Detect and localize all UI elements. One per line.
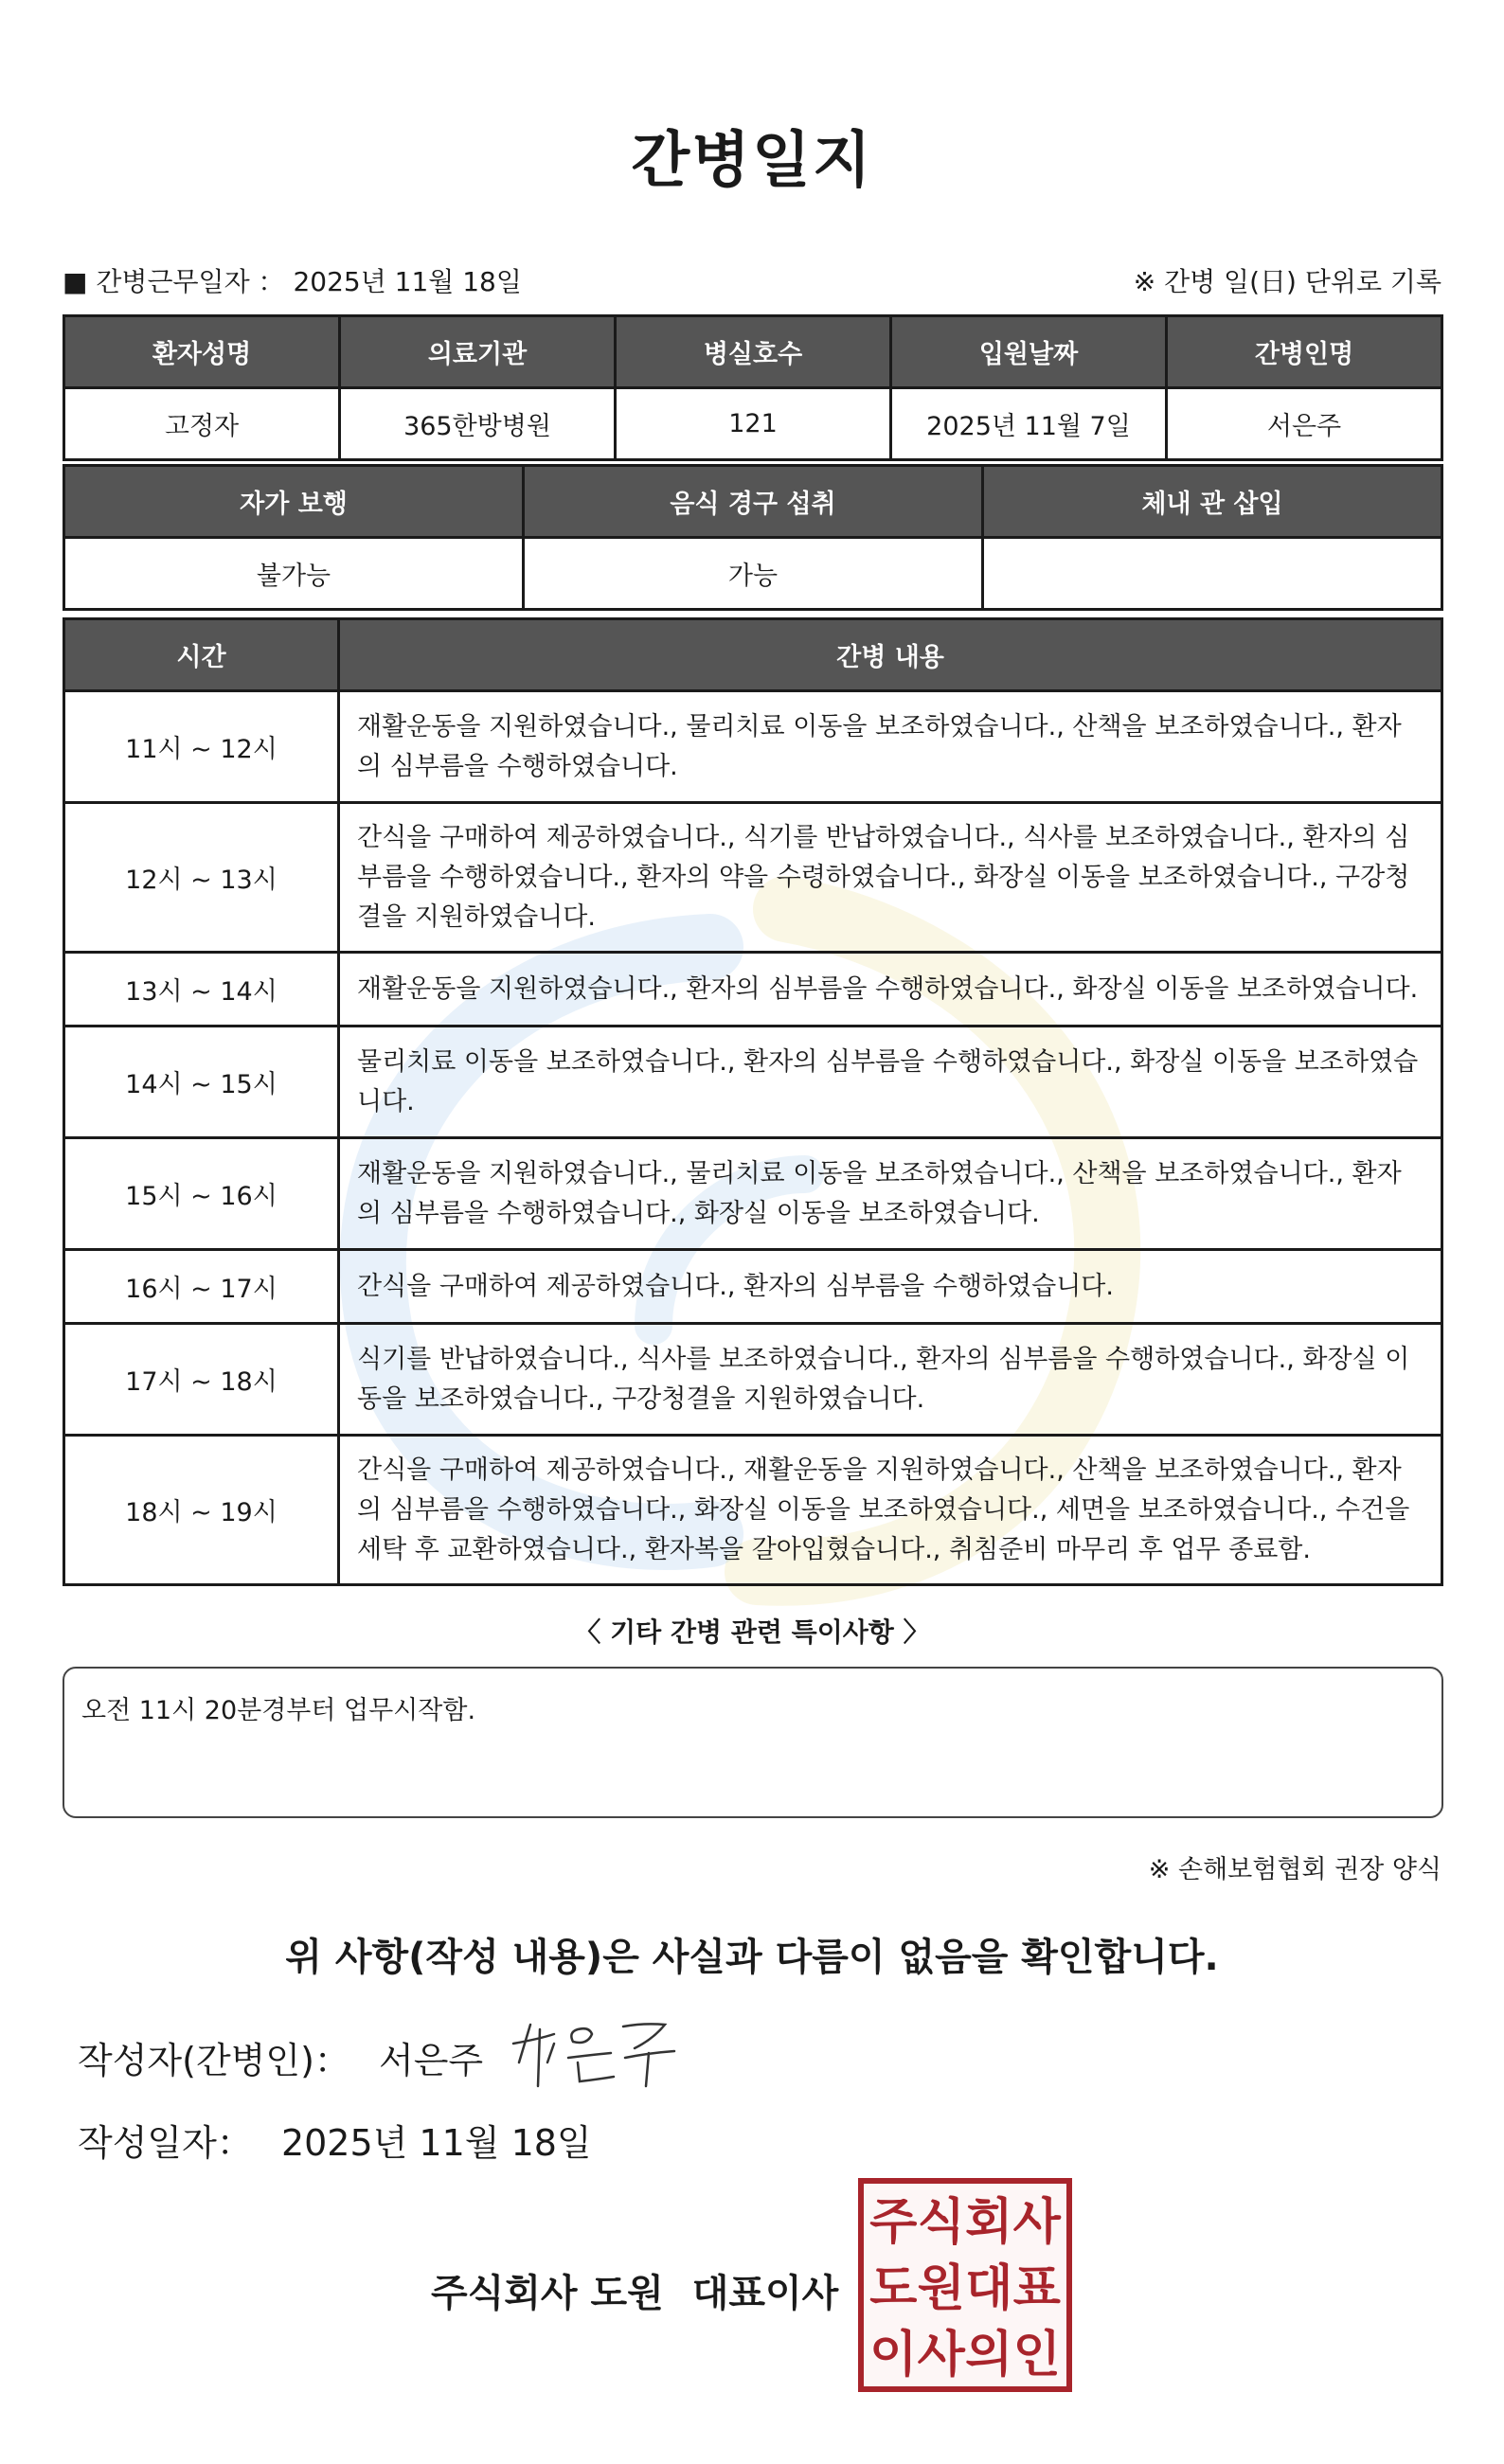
- care-log-table: [63, 617, 1443, 1586]
- company-seal-stamp: [858, 2178, 1072, 2392]
- time-cell: 11시 ~ 12시: [64, 691, 339, 803]
- seal-char: 대: [965, 2259, 1013, 2317]
- seal-char: 주: [869, 2193, 918, 2251]
- table-row: [64, 691, 1442, 803]
- header-self-walking: 자가 보행: [64, 466, 524, 538]
- time-cell: 15시 ~ 16시: [64, 1138, 339, 1250]
- table-row: [64, 1250, 1442, 1324]
- header-patient-name: 환자성명: [64, 316, 340, 388]
- company-name: 주식회사 도원: [431, 2272, 664, 2315]
- date-label: 작성일자：: [78, 2122, 253, 2164]
- content-cell: 물리치료 이동을 보조하였습니다., 환자의 심부름을 수행하였습니다., 화장실 이동을 보조하였습니다.: [339, 1027, 1442, 1138]
- date-value: 2025년 11월 18일: [280, 2122, 592, 2164]
- patient-name: 고정자: [64, 388, 340, 460]
- table-row: [64, 1138, 1442, 1250]
- work-date-value: 2025년 11월 18일: [293, 266, 522, 297]
- table-row: [64, 803, 1442, 953]
- time-cell: 13시 ~ 14시: [64, 953, 339, 1027]
- content-cell: 간식을 구매하여 제공하였습니다., 환자의 심부름을 수행하였습니다.: [339, 1250, 1442, 1324]
- record-unit-note: ※ 간병 일(日) 단위로 기록: [1133, 266, 1441, 297]
- header-care-content: 간병 내용: [339, 619, 1442, 691]
- self-walking-value: 불가능: [64, 538, 524, 610]
- seal-char: 도: [869, 2259, 918, 2317]
- content-cell: 재활운동을 지원하였습니다., 물리치료 이동을 보조하였습니다., 산책을 보조하였습니다., 환자의 심부름을 수행하였습니다., 화장실 이동을 보조하였습니다.: [339, 1138, 1442, 1250]
- table-header-row: [64, 619, 1442, 691]
- header-room-number: 병실호수: [616, 316, 891, 388]
- table-row: [64, 953, 1442, 1027]
- content-cell: 간식을 구매하여 제공하였습니다., 식기를 반납하였습니다., 식사를 보조하였습니다., 환자의 심부름을 수행하였습니다., 환자의 약을 수령하였습니다., 화장실 이동을 보조하였습니다., 구강청결을 지원하였습니다.: [339, 803, 1442, 953]
- table-header-row: [64, 316, 1442, 388]
- page-title: 간병일지: [631, 126, 873, 196]
- seal-char: 표: [1012, 2259, 1061, 2317]
- seal-char: 의: [965, 2326, 1013, 2384]
- table-header-row: [64, 466, 1442, 538]
- header-tube-insertion: 체내 관 삽입: [983, 466, 1442, 538]
- handwritten-signature: [502, 2006, 682, 2100]
- author-label: 작성자(간병인)：: [78, 2040, 350, 2081]
- author-name: 서은주: [379, 2040, 484, 2081]
- header-oral-intake: 음식 경구 섭취: [524, 466, 983, 538]
- header-hospital: 의료기관: [340, 316, 616, 388]
- room-number: 121: [616, 388, 891, 460]
- seal-char: 회: [965, 2193, 1013, 2251]
- table-row: [64, 1324, 1442, 1436]
- header-time: 시간: [64, 619, 339, 691]
- oral-intake-value: 가능: [524, 538, 983, 610]
- seal-char: 인: [1012, 2326, 1061, 2384]
- table-row: [64, 1436, 1442, 1585]
- work-date-label: ■ 간병근무일자 ：: [63, 266, 285, 297]
- time-cell: 18시 ~ 19시: [64, 1436, 339, 1585]
- content-cell: 식기를 반납하였습니다., 식사를 보조하였습니다., 환자의 심부름을 수행하였습니다., 화장실 이동을 보조하였습니다., 구강청결을 지원하였습니다.: [339, 1324, 1442, 1436]
- table-row: [64, 388, 1442, 460]
- notes-box: 오전 11시 20분경부터 업무시작함.: [63, 1667, 1443, 1818]
- table-row: [64, 1027, 1442, 1138]
- seal-char: 이: [869, 2326, 918, 2384]
- notes-title: 〈 기타 간병 관련 특이사항 〉: [574, 1616, 930, 1648]
- header-caregiver-name: 간병인명: [1167, 316, 1442, 388]
- content-cell: 재활운동을 지원하였습니다., 물리치료 이동을 보조하였습니다., 산책을 보조하였습니다., 환자의 심부름을 수행하였습니다.: [339, 691, 1442, 803]
- header-admission-date: 입원날짜: [891, 316, 1167, 388]
- admission-date: 2025년 11월 7일: [891, 388, 1167, 460]
- content-cell: 재활운동을 지원하였습니다., 환자의 심부름을 수행하였습니다., 화장실 이동을 보조하였습니다.: [339, 953, 1442, 1027]
- confirmation-statement: 위 사항(작성 내용)은 사실과 다름이 없음을 확인합니다.: [285, 1936, 1219, 1979]
- time-cell: 17시 ~ 18시: [64, 1324, 339, 1436]
- seal-char: 식: [917, 2193, 965, 2251]
- content-cell: 간식을 구매하여 제공하였습니다., 재활운동을 지원하였습니다., 산책을 보조하였습니다., 환자의 심부름을 수행하였습니다., 화장실 이동을 보조하였습니다., 세면을 보조하였습니다., 수건을 세탁 후 교환하였습니다., 환자복을 갈아입혔습니다., 취침준비 마무리 후 업무 종료함.: [339, 1436, 1442, 1585]
- tube-insertion-value: [983, 538, 1442, 610]
- table-row: [64, 538, 1442, 610]
- caregiver-name: 서은주: [1167, 388, 1442, 460]
- seal-char: 사: [917, 2326, 965, 2384]
- hospital-name: 365한방병원: [340, 388, 616, 460]
- seal-char: 사: [1012, 2193, 1061, 2251]
- company-signature-line: [431, 2263, 838, 2317]
- seal-char: 원: [917, 2259, 965, 2317]
- patient-status-table: [63, 464, 1443, 611]
- company-title: 대표이사: [691, 2272, 839, 2315]
- time-cell: 16시 ~ 17시: [64, 1250, 339, 1324]
- work-date-row: [63, 261, 522, 299]
- patient-info-table: [63, 314, 1443, 461]
- time-cell: 14시 ~ 15시: [64, 1027, 339, 1138]
- recommendation-note: ※ 손해보험협회 권장 양식: [1148, 1855, 1441, 1884]
- author-row: [78, 2031, 483, 2083]
- time-cell: 12시 ~ 13시: [64, 803, 339, 953]
- date-row: [78, 2114, 592, 2166]
